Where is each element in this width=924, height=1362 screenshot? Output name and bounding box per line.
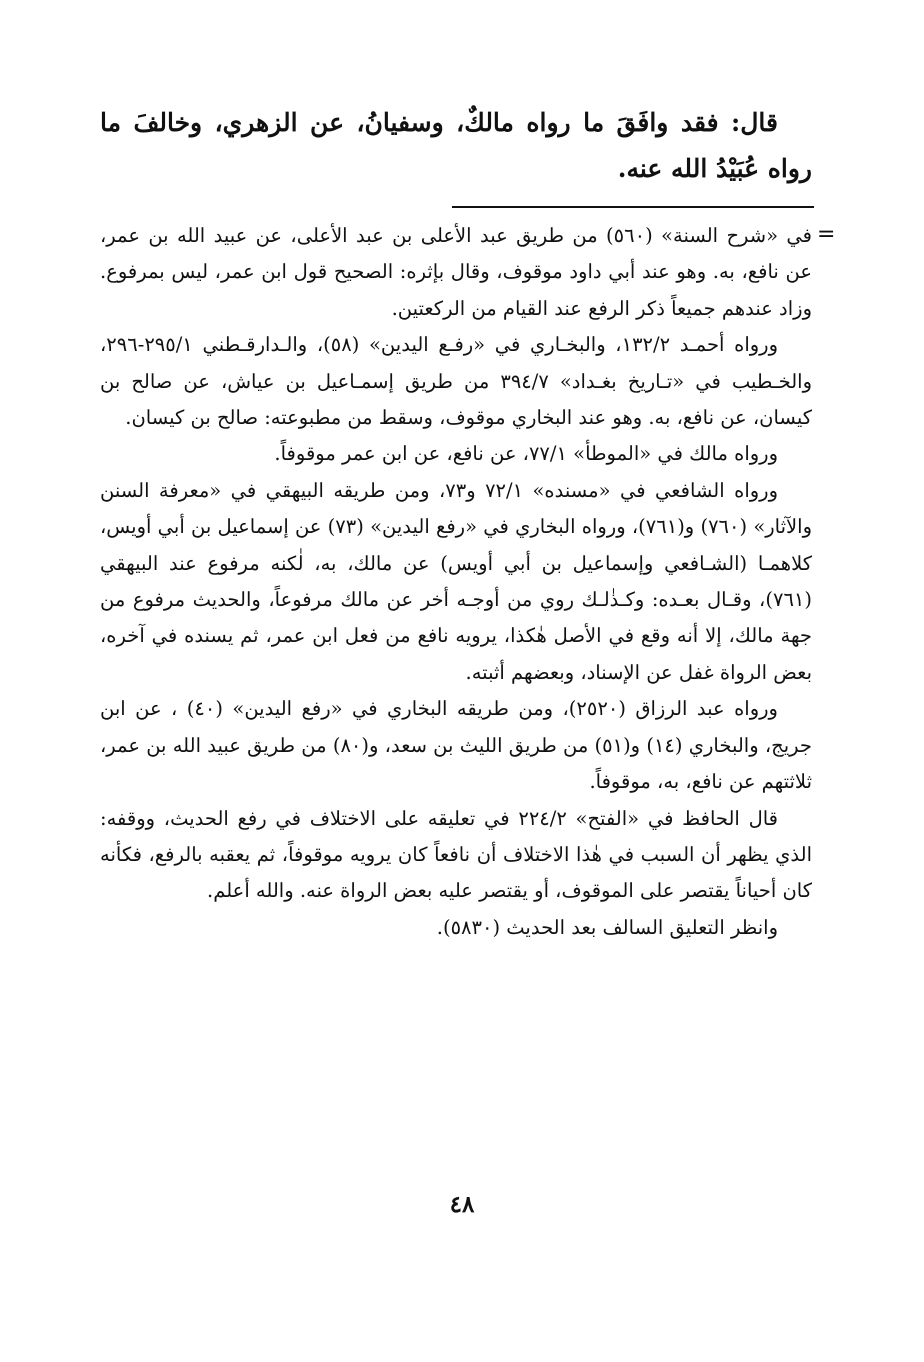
footnote-paragraph: ورواه أحمـد ١٣٢/٢، والبخـاري في «رفـع اليدين» (٥٨)، والـدارقـطني ٢٩٥/١-٢٩٦، والخـطيب في «تـاريخ بغـداد» ٣٩٤/٧ من طريق إسمـاعيل بن عياش، عن صالح بن كيسان، عن نافع، به. وهو عند البخاري موقوف، وسقط من مطبوعته: صالح بن كيسان. xyxy=(100,333,812,430)
page-number: ٤٨ xyxy=(449,1191,475,1218)
footnote-paragraph: وانظر التعليق السالف بعد الحديث (٥٨٣٠). xyxy=(436,915,778,939)
main-text xyxy=(100,100,812,192)
footnote-separator xyxy=(452,206,814,208)
footnote-continuation-mark: = xyxy=(817,222,836,247)
footnote-paragraph: قال الحافظ في «الفتح» ٢٢٤/٢ في تعليقه على الاختلاف في رفع الحديث، ووقفه: الذي يظهر أن السبب في هٰذا الاختلاف أن نافعاً كان يرويه موقوفاً، ثم يعقبه بالرفع، فكأنه كان أحياناً يقتصر على الموقوف، أو يقتصر عليه بعض الرواة عنه. والله أعلم. xyxy=(100,806,812,903)
footnote-paragraph: ورواه مالك في «الموطأ» ٧٧/١، عن نافع، عن ابن عمر موقوفاً. xyxy=(274,442,778,466)
main-paragraph: قال: فقد وافَقَ ما رواه مالكٌ، وسفيانُ، عن الزهري، وخالفَ ما رواه عُبَيْدُ الله عنه. xyxy=(100,108,812,183)
footnotes xyxy=(100,218,812,946)
footnote-paragraph: ورواه عبد الرزاق (٢٥٢٠)، ومن طريقه البخاري في «رفع اليدين» (٤٠) ، عن ابن جريج، والبخاري (١٤) و(٥١) من طريق الليث بن سعد، و(٨٠) من طريق عبيد الله بن عمر، ثلاثتهم عن نافع، به، موقوفاً. xyxy=(100,697,812,794)
footnote-paragraph: ورواه الشافعي في «مسنده» ٧٢/١ و٧٣، ومن طريقه البيهقي في «معرفة السنن والآثار» (٧٦٠) و(٧٦١)، ورواه البخاري في «رفع اليدين» (٧٣) عن إسماعيل بن أبي أويس، كلاهمـا (الشـافعي وإسماعيل بن أبي أويس) عن مالك، به، لٰكنه مرفوع عند البيهقي (٧٦١)، وقـال بعـده: وكـذٰلـك روي من أوجـه أخر عن مالك مرفوعاً، والحديث مرفوع من جهة مالك، إلا أنه وقع في الأصل هٰكذا، يرويه نافع من فعل ابن عمر، ثم يسنده في آخره، بعض الرواة غفل عن الإسناد، وبعضهم أثبته. xyxy=(100,478,812,684)
footnote-paragraph: في «شرح السنة» (٥٦٠) من طريق عبد الأعلى بن عبد الأعلى، عن عبيد الله بن عمر، عن نافع، به. وهو عند أبي داود موقوف، وقال بإثره: الصحيح قول ابن عمر، ليس بمرفوع. وزاد عندهم جميعاً ذكر الرفع عند القيام من الركعتين. xyxy=(100,224,812,320)
